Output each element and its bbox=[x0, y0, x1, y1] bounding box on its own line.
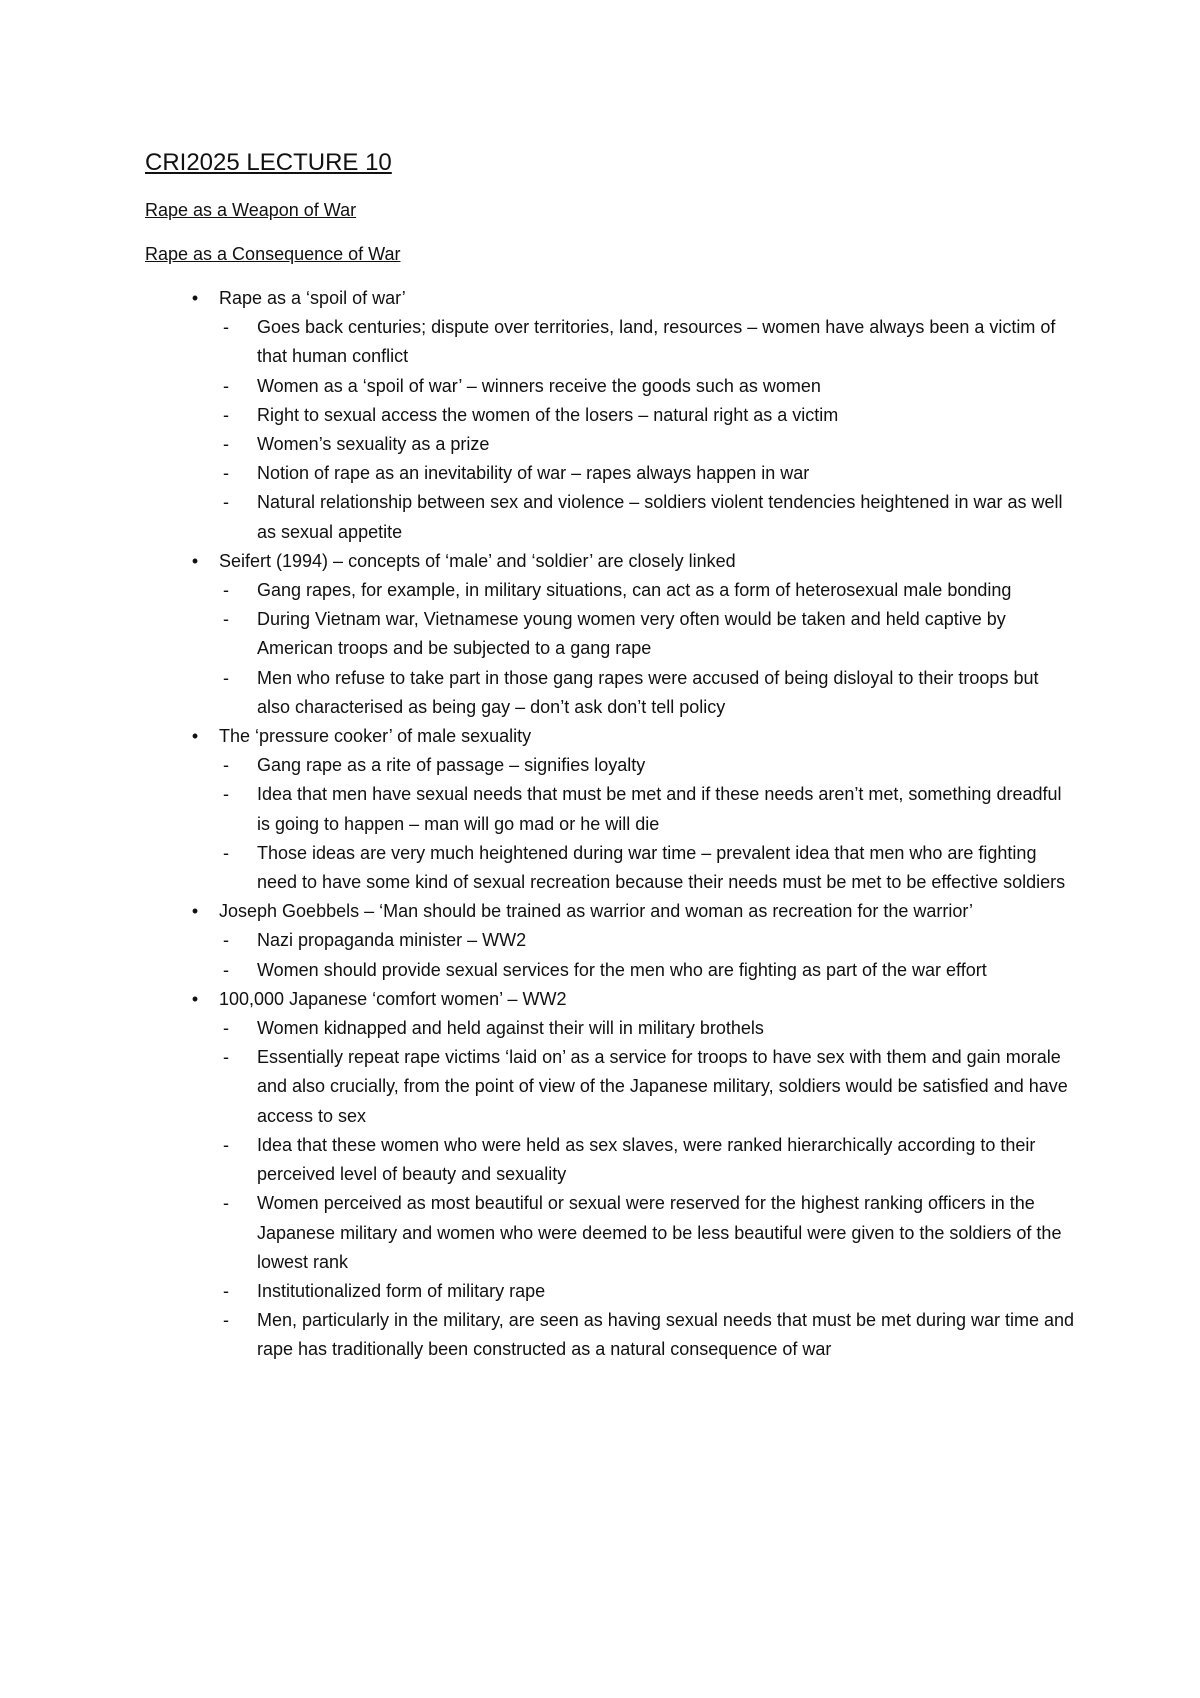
bullet-text: Seifert (1994) – concepts of ‘male’ and ‘soldier’ are closely linked bbox=[219, 550, 736, 571]
sub-item bbox=[219, 1043, 1075, 1131]
dash-icon: - bbox=[223, 434, 229, 455]
dash-icon: - bbox=[223, 492, 229, 513]
sub-item bbox=[219, 488, 1075, 546]
sub-item bbox=[219, 1306, 1075, 1364]
dash-icon: - bbox=[223, 784, 229, 805]
bullet-item bbox=[145, 547, 1075, 722]
sub-item bbox=[219, 926, 1075, 955]
sub-item bbox=[219, 372, 1075, 401]
sub-item bbox=[219, 313, 1075, 371]
sub-item bbox=[219, 430, 1075, 459]
bullet-item bbox=[145, 284, 1075, 547]
dash-icon: - bbox=[223, 1018, 229, 1039]
sub-item-text: Goes back centuries; dispute over territories, land, resources – women have always been a victim of that human conflict bbox=[257, 317, 1056, 367]
dash-icon: - bbox=[223, 667, 229, 688]
bullet-item bbox=[145, 722, 1075, 897]
sub-item bbox=[219, 459, 1075, 488]
dash-icon: - bbox=[223, 375, 229, 396]
sub-item-text: Women should provide sexual services for the men who are fighting as part of the war effort bbox=[257, 959, 987, 980]
sub-item-text: Essentially repeat rape victims ‘laid on’ as a service for troops to have sex with them and gain morale and also crucially, from the point of view of the Japanese military, soldiers would be satisfied and have access to sex bbox=[257, 1047, 1068, 1126]
sub-item-text: Women perceived as most beautiful or sexual were reserved for the highest ranking officers in the Japanese military and women who were deemed to be less beautiful were given to the soldiers of the lowest rank bbox=[257, 1193, 1062, 1272]
sub-item-text: Natural relationship between sex and violence – soldiers violent tendencies heightened in war as well as sexual appetite bbox=[257, 492, 1063, 542]
sub-item bbox=[219, 605, 1075, 663]
bullet-list bbox=[145, 284, 1075, 1365]
sub-list bbox=[219, 1014, 1075, 1364]
bullet-item bbox=[145, 985, 1075, 1365]
page-title: CRI2025 LECTURE 10 bbox=[145, 149, 392, 176]
bullet-icon: • bbox=[191, 988, 199, 1009]
sub-item-text: Men, particularly in the military, are seen as having sexual needs that must be met during war time and rape has traditionally been constructed as a natural consequence of war bbox=[257, 1310, 1075, 1360]
dash-icon: - bbox=[223, 959, 229, 980]
sub-item-text: During Vietnam war, Vietnamese young women very often would be taken and held captive by American troops and be subjected to a gang rape bbox=[257, 609, 1006, 659]
bullet-item bbox=[145, 897, 1075, 985]
sub-item-text: Idea that men have sexual needs that must be met and if these needs aren’t met, something dreadful is going to happen – man will go mad or he will die bbox=[257, 784, 1062, 834]
dash-icon: - bbox=[223, 609, 229, 630]
dash-icon: - bbox=[223, 755, 229, 776]
sub-item-text: Right to sexual access the women of the losers – natural right as a victim bbox=[257, 404, 839, 425]
sub-item-text: Gang rape as a rite of passage – signifies loyalty bbox=[257, 755, 646, 776]
dash-icon: - bbox=[223, 1310, 229, 1331]
dash-icon: - bbox=[223, 1193, 229, 1214]
dash-icon: - bbox=[223, 1047, 229, 1068]
bullet-text: Rape as a ‘spoil of war’ bbox=[219, 288, 406, 308]
sub-list bbox=[219, 313, 1075, 547]
subheading-consequence-of-war: Rape as a Consequence of War bbox=[145, 244, 401, 264]
sub-item-text: Men who refuse to take part in those gang rapes were accused of being disloyal to their troops but also characterised as being gay – don’t ask don’t tell policy bbox=[257, 667, 1039, 717]
sub-item bbox=[219, 780, 1075, 838]
sub-item bbox=[219, 751, 1075, 780]
sub-list bbox=[219, 926, 1075, 984]
sub-item bbox=[219, 956, 1075, 985]
bullet-icon: • bbox=[191, 550, 199, 571]
dash-icon: - bbox=[223, 463, 229, 484]
bullet-text: The ‘pressure cooker’ of male sexuality bbox=[219, 726, 532, 747]
sub-item-text: Institutionalized form of military rape bbox=[257, 1280, 546, 1301]
bullet-text: Joseph Goebbels – ‘Man should be trained as warrior and woman as recreation for the warrior’ bbox=[219, 901, 974, 922]
sub-item bbox=[219, 839, 1075, 897]
dash-icon: - bbox=[223, 1134, 229, 1155]
sub-item-text: Those ideas are very much heightened during war time – prevalent idea that men who are fighting need to have some kind of sexual recreation because their needs must be met to be effective soldiers bbox=[257, 842, 1066, 893]
dash-icon: - bbox=[223, 404, 229, 425]
sub-item bbox=[219, 1131, 1075, 1189]
bullet-text: 100,000 Japanese ‘comfort women’ – WW2 bbox=[219, 988, 567, 1009]
dash-icon: - bbox=[223, 317, 229, 338]
sub-item bbox=[219, 664, 1075, 722]
sub-item bbox=[219, 1277, 1075, 1306]
dash-icon: - bbox=[223, 1280, 229, 1301]
sub-list bbox=[219, 576, 1075, 722]
dash-icon: - bbox=[223, 580, 229, 601]
subheading-weapon-of-war: Rape as a Weapon of War bbox=[145, 200, 357, 220]
sub-item-text: Gang rapes, for example, in military situations, can act as a form of heterosexual male bonding bbox=[257, 580, 1012, 601]
sub-list bbox=[219, 751, 1075, 897]
dash-icon: - bbox=[223, 930, 229, 951]
sub-item-text: Women kidnapped and held against their will in military brothels bbox=[257, 1018, 764, 1039]
bullet-icon: • bbox=[191, 901, 199, 922]
sub-item-text: Notion of rape as an inevitability of war – rapes always happen in war bbox=[257, 463, 810, 484]
document-body bbox=[145, 148, 1075, 1365]
sub-item bbox=[219, 576, 1075, 605]
sub-item-text: Women as a ‘spoil of war’ – winners receive the goods such as women bbox=[257, 375, 821, 396]
bullet-icon: • bbox=[191, 726, 199, 747]
bullet-icon: • bbox=[191, 288, 199, 308]
sub-item-text: Idea that these women who were held as sex slaves, were ranked hierarchically according to their perceived level of beauty and sexuality bbox=[257, 1134, 1036, 1185]
sub-item bbox=[219, 401, 1075, 430]
sub-item-text: Women’s sexuality as a prize bbox=[257, 434, 490, 455]
dash-icon: - bbox=[223, 842, 229, 863]
sub-item-text: Nazi propaganda minister – WW2 bbox=[257, 930, 527, 951]
sub-item bbox=[219, 1014, 1075, 1043]
sub-item bbox=[219, 1189, 1075, 1277]
